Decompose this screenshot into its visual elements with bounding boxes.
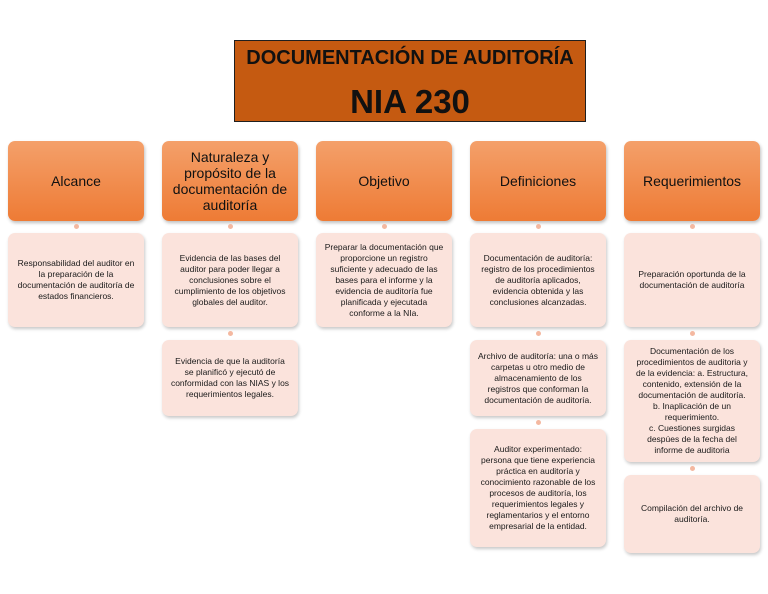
- title-box: [234, 40, 586, 122]
- card-definiciones-3: Auditor experimentado: persona que tiene experiencia práctica en auditoría y conocimiento razonable de los procesos de auditoría, los requerimientos legales y reglamentarios y el entorno empresarial de la entidad.: [470, 429, 606, 547]
- connector-dot: [382, 224, 387, 229]
- connector-dot: [536, 420, 541, 425]
- card-requerimientos-2-line-a: Documentación de los procedimientos de auditoria y de la evidencia: a. Estructura, contenido, extensión de la documentación de auditoría.: [636, 346, 748, 400]
- connector-dot: [228, 331, 233, 336]
- connector-dot: [74, 224, 79, 229]
- card-naturaleza-2: Evidencia de que la auditoría se planificó y ejecutó de conformidad con las NIAS y los requerimientos legales.: [162, 340, 298, 416]
- connector-dot: [690, 224, 695, 229]
- connector-dot: [536, 331, 541, 336]
- card-definiciones-2: Archivo de auditoría: una o más carpetas u otro medio de almacenamiento de los registros que conforman la documentación de auditoría.: [470, 340, 606, 416]
- card-naturaleza-1: Evidencia de las bases del auditor para poder llegar a conclusiones sobre el cumplimiento de los objetivos globales del auditor.: [162, 233, 298, 327]
- header-alcance: Alcance: [8, 141, 144, 221]
- card-requerimientos-2-line-c: c. Cuestiones surgidas despúes de la fecha del informe de auditoria: [647, 423, 737, 455]
- diagram-subtitle: NIA 230: [350, 83, 470, 120]
- card-requerimientos-3: Compilación del archivo de auditoría.: [624, 475, 760, 553]
- card-definiciones-1: Documentación de auditoría: registro de los procedimientos de auditoría aplicados, evidencia obtenida y las conclusiones alcanzadas.: [470, 233, 606, 327]
- diagram-title: DOCUMENTACIÓN DE AUDITORÍA: [246, 47, 574, 69]
- header-naturaleza: Naturaleza y propósito de la documentación de auditoría: [162, 141, 298, 221]
- card-requerimientos-1: Preparación oportunda de la documentación de auditoría: [624, 233, 760, 327]
- card-requerimientos-2-line-b: b. Inaplicación de un requerimiento.: [653, 401, 731, 422]
- connector-dot: [690, 331, 695, 336]
- card-requerimientos-2: [624, 340, 760, 462]
- header-objetivo: Objetivo: [316, 141, 452, 221]
- card-alcance-1: Responsabilidad del auditor en la preparación de la documentación de auditoría de estados financieros.: [8, 233, 144, 327]
- connector-dot: [536, 224, 541, 229]
- connector-dot: [690, 466, 695, 471]
- connector-dot: [228, 224, 233, 229]
- header-requerimientos: Requerimientos: [624, 141, 760, 221]
- header-definiciones: Definiciones: [470, 141, 606, 221]
- card-objetivo-1: Preparar la documentación que proporcione un registro suficiente y adecuado de las bases para el informe y la evidencia de auditoría fue planificada y ejecutada conforme a la NIa.: [316, 233, 452, 327]
